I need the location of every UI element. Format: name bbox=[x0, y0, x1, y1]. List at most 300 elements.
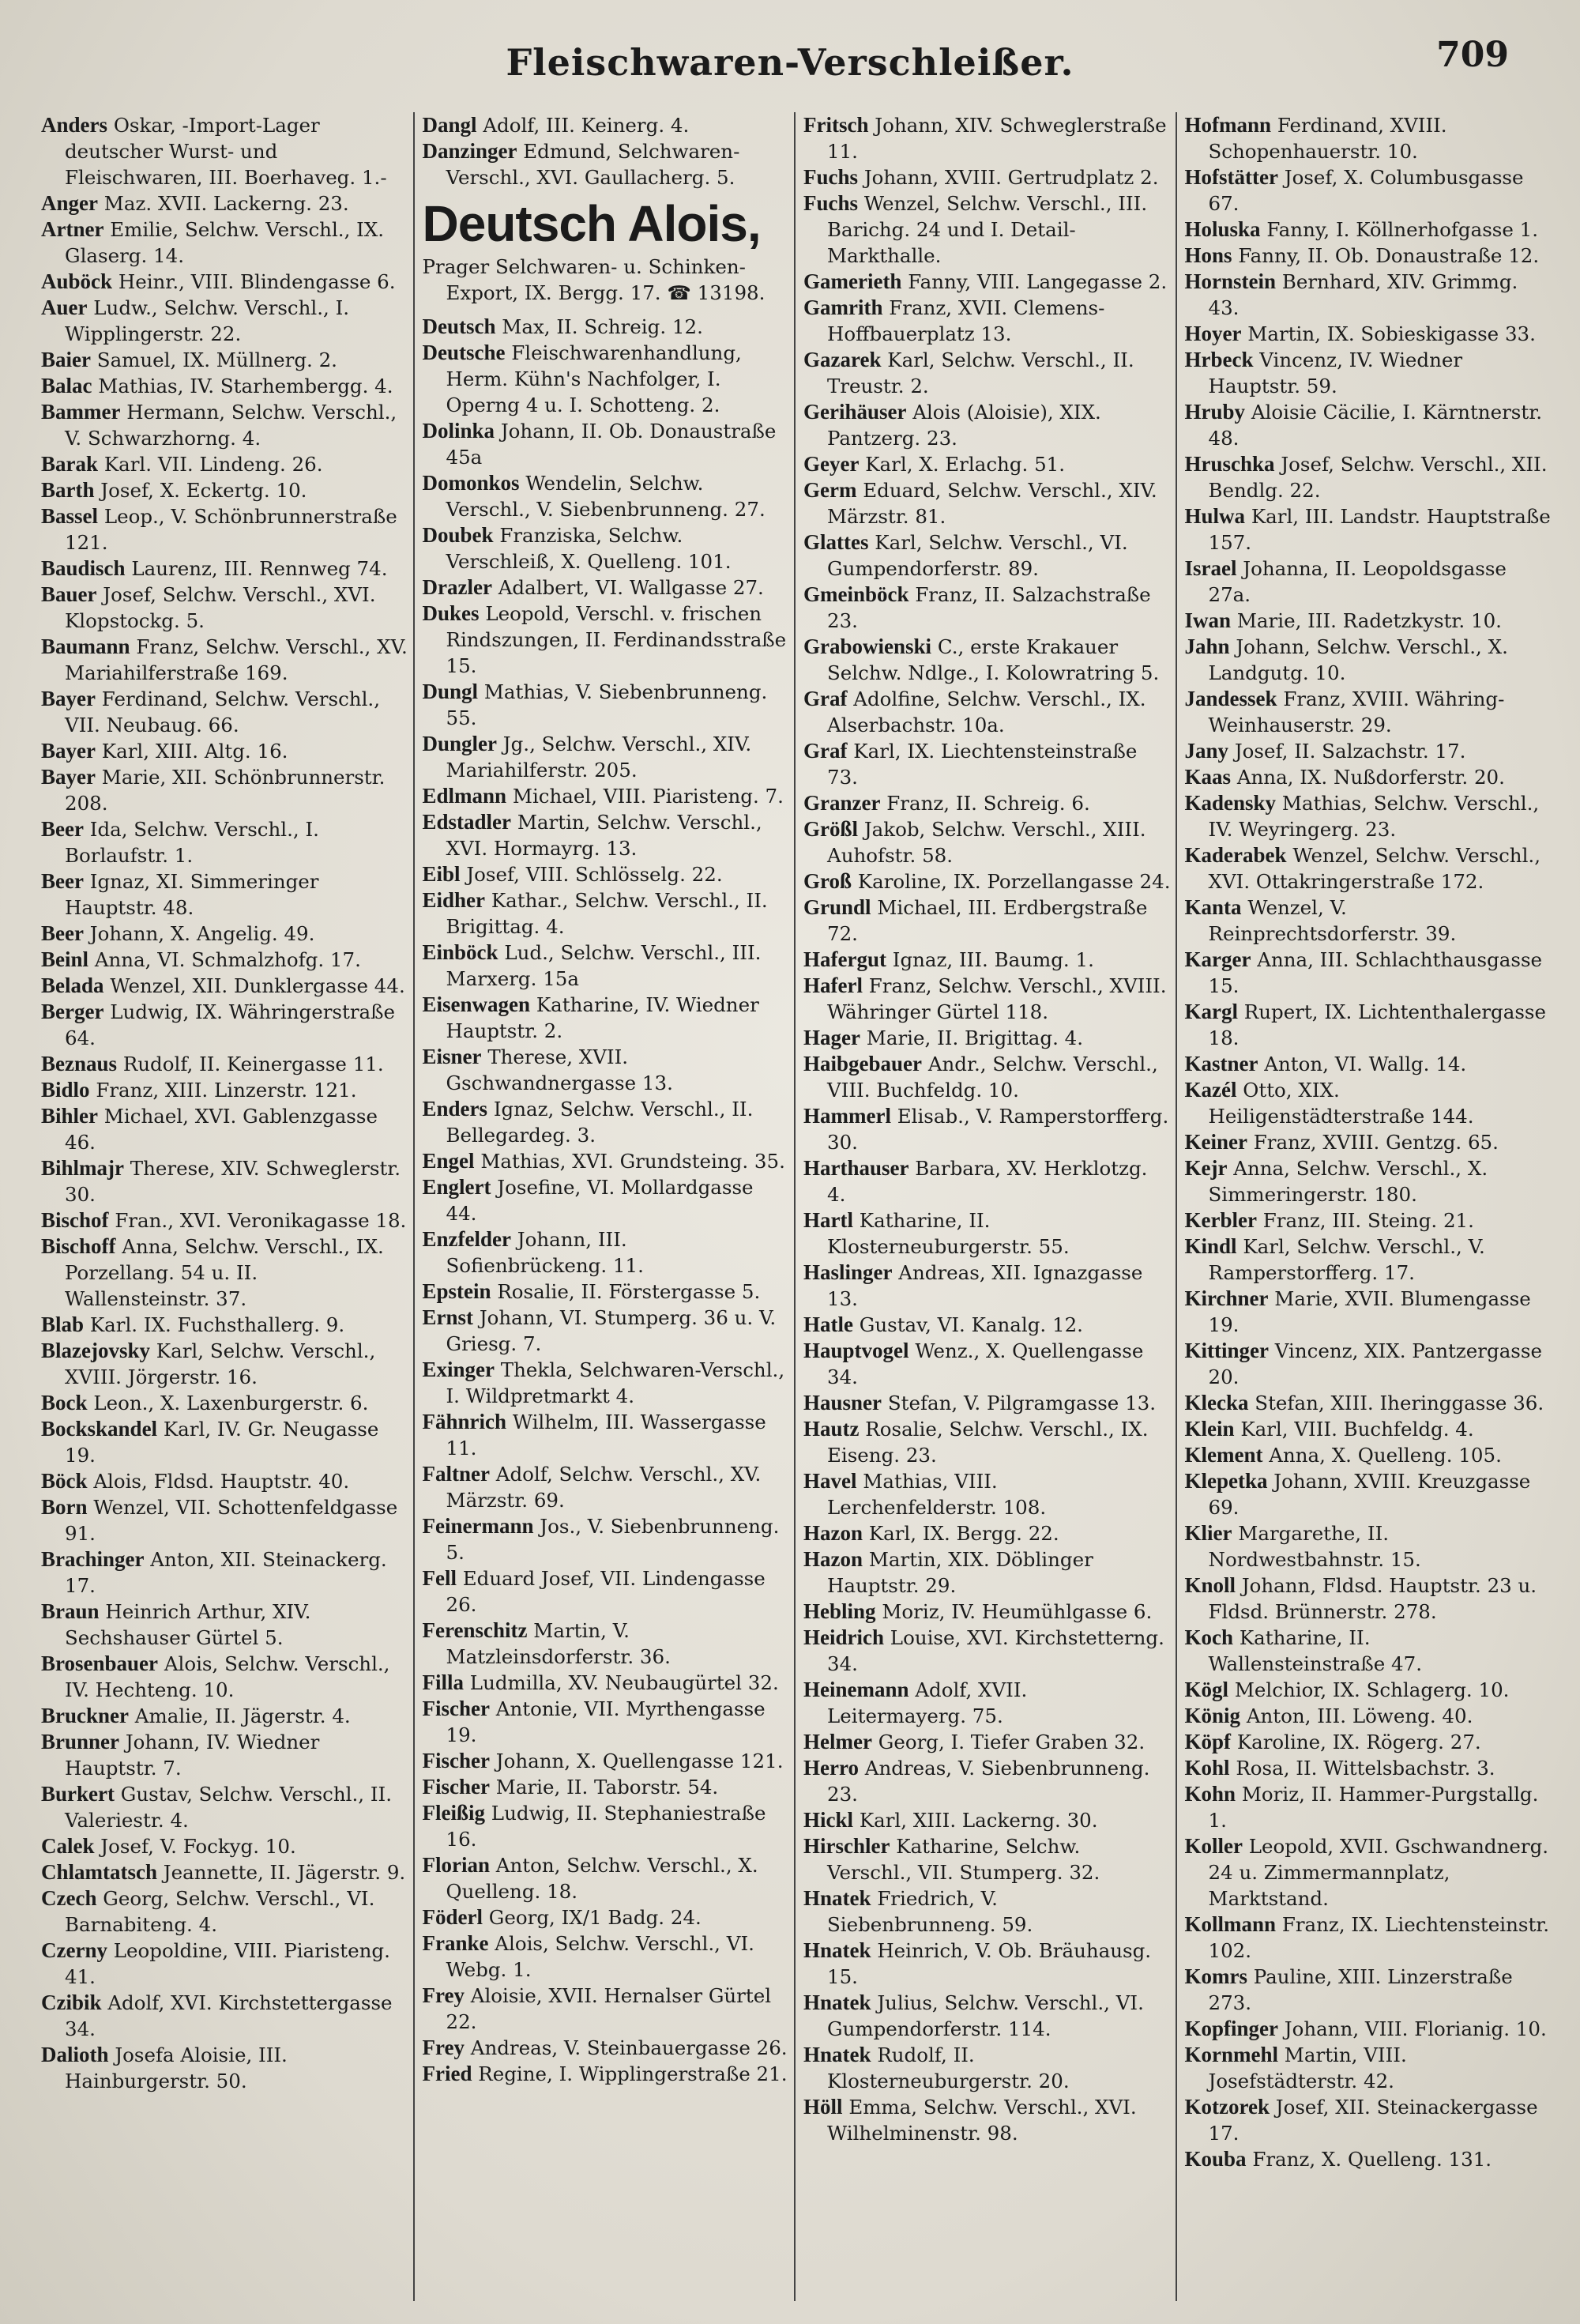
advertisement-name: Deutsch Alois, bbox=[422, 195, 761, 252]
entry-surname: Herro bbox=[803, 1756, 859, 1780]
entry-details: Rosalie, II. Förstergasse 5. bbox=[497, 1280, 761, 1303]
entry-surname: Heidrich bbox=[803, 1625, 884, 1649]
entry-surname: Hnatek bbox=[803, 1991, 871, 2014]
entry-surname: Belada bbox=[41, 974, 104, 997]
entry-details: Fanny, VIII. Langegasse 2. bbox=[908, 270, 1168, 293]
entry-details: Martin, VIII. Josefstädterstr. 42. bbox=[1208, 2043, 1407, 2092]
entry-details: C., erste Krakauer Selchw. Ndlge., I. Kolowratring 5. bbox=[827, 635, 1160, 684]
entry-surname: Kaas bbox=[1184, 765, 1232, 789]
directory-entry bbox=[41, 295, 408, 347]
entry-surname: Hofstätter bbox=[1184, 165, 1278, 189]
entry-surname: Fähnrich bbox=[422, 1410, 507, 1433]
entry-surname: Danzinger bbox=[422, 139, 517, 163]
entry-details: Franz, XVIII. Währing-Weinhauserstr. 29. bbox=[1208, 687, 1505, 736]
directory-columns bbox=[33, 112, 1556, 2301]
entry-details: Eduard Josef, VII. Lindengasse 26. bbox=[446, 1567, 766, 1616]
entry-surname: Beznaus bbox=[41, 1052, 118, 1075]
entry-surname: Holuska bbox=[1184, 217, 1261, 241]
directory-entry bbox=[1185, 451, 1552, 503]
directory-entry bbox=[423, 992, 790, 1044]
directory-entry bbox=[803, 451, 1171, 477]
entry-details: Wenzel, XII. Dunklergasse 44. bbox=[110, 974, 405, 997]
entry-details: Antonie, VII. Myrthengasse 19. bbox=[446, 1697, 766, 1746]
directory-entry bbox=[1185, 1207, 1552, 1234]
entry-surname: Frey bbox=[422, 2036, 465, 2059]
directory-entry bbox=[1185, 243, 1552, 269]
directory-entry bbox=[423, 314, 790, 340]
entry-details: Martin, IX. Sobieskigasse 33. bbox=[1247, 322, 1536, 345]
directory-entry bbox=[803, 1416, 1171, 1468]
entry-surname: Kittinger bbox=[1184, 1339, 1269, 1362]
directory-entry bbox=[41, 1390, 408, 1416]
directory-entry bbox=[803, 347, 1171, 399]
directory-entry bbox=[803, 1755, 1171, 1807]
entry-surname: Klier bbox=[1184, 1521, 1232, 1545]
directory-entry bbox=[1185, 1077, 1552, 1129]
entry-details: Samuel, IX. Müllnerg. 2. bbox=[96, 348, 337, 371]
entry-details: Georg, Selchw. Verschl., VI. Barnabiteng. 4. bbox=[65, 1887, 375, 1936]
entry-details: Ignaz, III. Baumg. 1. bbox=[892, 948, 1094, 971]
directory-entry bbox=[1185, 1390, 1552, 1416]
entry-details: Rupert, IX. Lichtenthalergasse 18. bbox=[1208, 1000, 1546, 1049]
directory-entry bbox=[1185, 1625, 1552, 1677]
entry-surname: Hnatek bbox=[803, 1938, 871, 1962]
entry-surname: Bayer bbox=[41, 739, 96, 763]
entry-surname: Kargl bbox=[1184, 1000, 1238, 1023]
directory-entry bbox=[41, 582, 408, 634]
entry-details: Rudolf, II. Keinergasse 11. bbox=[122, 1053, 384, 1075]
entry-surname: Epstein bbox=[422, 1279, 491, 1303]
entry-surname: Größl bbox=[803, 817, 859, 841]
entry-details: Max, II. Schreig. 12. bbox=[502, 315, 703, 338]
entry-surname: Jandessek bbox=[1184, 687, 1277, 710]
entry-details: Johann, XVIII. Gertrudplatz 2. bbox=[863, 166, 1159, 189]
directory-entry bbox=[1185, 2016, 1552, 2042]
entry-surname: Helmer bbox=[803, 1730, 872, 1753]
entry-surname: Hautz bbox=[803, 1417, 860, 1441]
entry-details: Anna, Selchw. Verschl., X. Simmeringerstr. 180. bbox=[1208, 1157, 1488, 1206]
entry-surname: Barak bbox=[41, 452, 99, 476]
directory-entry bbox=[423, 809, 790, 861]
entry-details: Wenz., X. Quellengasse 34. bbox=[827, 1339, 1144, 1388]
entry-surname: Kerbler bbox=[1184, 1208, 1257, 1232]
entry-surname: Eisenwagen bbox=[422, 993, 531, 1016]
entry-surname: Kornmehl bbox=[1184, 2043, 1278, 2066]
directory-entry bbox=[41, 112, 408, 190]
entry-details: Anna, IX. Nußdorferstr. 20. bbox=[1236, 766, 1505, 789]
entry-details: Johann, XIV. Schweglerstraße 11. bbox=[827, 114, 1167, 163]
entry-details: Martin, XIX. Döblinger Hauptstr. 29. bbox=[827, 1548, 1093, 1597]
entry-details: Katharine, Selchw. Verschl., VII. Stumperg. 32. bbox=[827, 1835, 1100, 1884]
directory-entry bbox=[41, 217, 408, 269]
directory-entry bbox=[1185, 764, 1552, 790]
directory-entry bbox=[803, 190, 1171, 269]
directory-entry bbox=[423, 1096, 790, 1148]
directory-entry bbox=[1185, 1442, 1552, 1468]
entry-surname: Hrbeck bbox=[1184, 348, 1254, 371]
entry-details: Therese, XVII. Gschwandnergasse 13. bbox=[446, 1045, 673, 1094]
entry-details: Josef, VIII. Schlösselg. 22. bbox=[466, 863, 723, 886]
directory-entry bbox=[1185, 1468, 1552, 1520]
directory-entry bbox=[423, 1565, 790, 1618]
directory-entry bbox=[1185, 1234, 1552, 1286]
directory-entry bbox=[1185, 556, 1552, 608]
entry-details: Vincenz, XIX. Pantzergasse 20. bbox=[1208, 1339, 1542, 1388]
directory-entry bbox=[41, 1468, 408, 1494]
directory-entry bbox=[803, 895, 1171, 947]
entry-details: Julius, Selchw. Verschl., VI. Gumpendorferstr. 114. bbox=[827, 1991, 1144, 2040]
directory-entry bbox=[1185, 269, 1552, 321]
entry-details: Marie, II. Taborstr. 54. bbox=[495, 1776, 719, 1799]
entry-details: Franz, XVII. Clemens-Hoffbauerplatz 13. bbox=[827, 296, 1105, 345]
entry-details: Jos., V. Siebenbrunneng. 5. bbox=[446, 1515, 780, 1564]
entry-details: Michael, XVI. Gablenzgasse 46. bbox=[65, 1105, 378, 1154]
entry-details: Wenzel, V. Reinprechtsdorferstr. 39. bbox=[1208, 896, 1457, 945]
directory-entry bbox=[423, 1174, 790, 1226]
directory-entry bbox=[1185, 947, 1552, 999]
entry-surname: Hausner bbox=[803, 1391, 882, 1414]
entry-surname: Brosenbauer bbox=[41, 1652, 159, 1675]
entry-details: Marie, II. Brigittag. 4. bbox=[866, 1026, 1084, 1049]
directory-entry bbox=[41, 1651, 408, 1703]
entry-details: Marie, XII. Schönbrunnerstr. 208. bbox=[65, 766, 386, 815]
entry-surname: Faltner bbox=[422, 1462, 490, 1486]
entry-surname: Dolinka bbox=[422, 419, 495, 443]
entry-surname: Dalioth bbox=[41, 2043, 109, 2066]
entry-details: Karl, XIII. Lackerng. 30. bbox=[859, 1809, 1098, 1832]
directory-entry bbox=[1185, 112, 1552, 164]
entry-surname: Baumann bbox=[41, 635, 130, 658]
directory-entry bbox=[423, 1800, 790, 1852]
entry-details: Moriz, II. Hammer-Purgstallg. 1. bbox=[1208, 1783, 1539, 1832]
entry-surname: Beer bbox=[41, 869, 84, 893]
entry-details: Mathias, XVI. Grundsteing. 35. bbox=[480, 1150, 785, 1173]
directory-entry bbox=[1185, 1129, 1552, 1155]
entry-details: Ludmilla, XV. Neubaugürtel 32. bbox=[469, 1671, 779, 1694]
entry-surname: Eibl bbox=[422, 862, 461, 886]
directory-entry bbox=[41, 947, 408, 973]
entry-details: Ludwig, IX. Währingerstraße 64. bbox=[65, 1000, 396, 1049]
entry-details: Georg, IX/1 Badg. 24. bbox=[488, 1906, 702, 1929]
entry-surname: Bruckner bbox=[41, 1704, 129, 1727]
entry-surname: Born bbox=[41, 1495, 88, 1519]
entry-details: Anton, VI. Wallg. 14. bbox=[1264, 1053, 1467, 1075]
directory-entry bbox=[41, 1938, 408, 1990]
directory-entry bbox=[1185, 1964, 1552, 2016]
entry-details: Ferdinand, Selchw. Verschl., VII. Neubaug. 66. bbox=[65, 687, 380, 736]
entry-surname: Exinger bbox=[422, 1358, 495, 1381]
entry-surname: Gerihäuser bbox=[803, 400, 907, 424]
entry-details: Leopold, Verschl. v. frischen Rindszungen, II. Ferdinandsstraße 15. bbox=[446, 602, 787, 677]
entry-details: Franz, XVIII. Gentzg. 65. bbox=[1253, 1131, 1499, 1154]
entry-surname: Chlamtatsch bbox=[41, 1860, 157, 1884]
entry-details: Katharine, IV. Wiedner Hauptstr. 2. bbox=[446, 993, 759, 1042]
directory-entry bbox=[803, 1885, 1171, 1938]
entry-surname: Ferenschitz bbox=[422, 1618, 528, 1642]
entry-surname: Artner bbox=[41, 217, 104, 241]
directory-entry bbox=[423, 1852, 790, 1904]
entry-surname: Enzfelder bbox=[422, 1227, 511, 1251]
entry-details: Anton, Selchw. Verschl., X. Quelleng. 18. bbox=[446, 1854, 758, 1903]
entry-surname: Bammer bbox=[41, 400, 121, 424]
entry-details: Ludw., Selchw. Verschl., I. Wipplingerstr. 22. bbox=[65, 296, 350, 345]
entry-surname: Engel bbox=[422, 1149, 475, 1173]
directory-entry bbox=[41, 556, 408, 582]
directory-entry bbox=[803, 112, 1171, 164]
entry-details: Johann, II. Ob. Donaustraße 45a bbox=[446, 420, 777, 469]
entry-surname: Bassel bbox=[41, 504, 99, 528]
directory-entry bbox=[41, 1859, 408, 1885]
entry-details: Louise, XVI. Kirchstetterng. 34. bbox=[827, 1626, 1164, 1675]
entry-surname: Burkert bbox=[41, 1782, 115, 1806]
entry-surname: Barth bbox=[41, 478, 95, 502]
entry-details: Eduard, Selchw. Verschl., XIV. Märzstr. 81. bbox=[827, 479, 1157, 528]
entry-surname: Braun bbox=[41, 1599, 100, 1623]
directory-entry bbox=[1185, 1703, 1552, 1729]
directory-entry bbox=[41, 451, 408, 477]
directory-entry bbox=[803, 1807, 1171, 1833]
entry-surname: Auböck bbox=[41, 269, 113, 293]
directory-entry bbox=[803, 582, 1171, 634]
directory-entry bbox=[803, 1390, 1171, 1416]
entry-surname: Bidlo bbox=[41, 1078, 90, 1102]
entry-details: Oskar, -Import-Lager deutscher Wurst- und Fleischwaren, III. Boerhaveg. 1.- bbox=[65, 114, 387, 189]
entry-surname: Auer bbox=[41, 296, 88, 319]
entry-surname: Kaderabek bbox=[1184, 843, 1287, 867]
entry-details: Moriz, IV. Heumühlgasse 6. bbox=[882, 1600, 1153, 1623]
directory-entry bbox=[423, 731, 790, 783]
directory-entry bbox=[1185, 686, 1552, 738]
entry-details: Wilhelm, III. Wassergasse 11. bbox=[446, 1411, 766, 1460]
column-1 bbox=[33, 112, 413, 2301]
entry-surname: Anders bbox=[41, 113, 108, 137]
entry-surname: Drazler bbox=[422, 575, 492, 599]
entry-details: Leopold, XVII. Gschwandnerg. 24 u. Zimmermannplatz, Marktstand. bbox=[1208, 1835, 1549, 1910]
entry-surname: Brachinger bbox=[41, 1547, 145, 1571]
entry-surname: Höll bbox=[803, 2095, 843, 2119]
directory-entry bbox=[803, 1338, 1171, 1390]
entry-surname: Dangl bbox=[422, 113, 477, 137]
entry-details: Marie, III. Radetzkystr. 10. bbox=[1236, 609, 1502, 632]
entry-details: Johann, Fldsd. Hauptstr. 23 u. Fldsd. Brünnerstr. 278. bbox=[1208, 1574, 1537, 1623]
entry-surname: Eidher bbox=[422, 888, 486, 912]
entry-details: Karl, Selchw. Verschl., VI. Gumpendorferstr. 89. bbox=[827, 531, 1128, 580]
entry-details: Kathar., Selchw. Verschl., II. Brigittag. 4. bbox=[446, 889, 768, 938]
entry-surname: Englert bbox=[422, 1175, 491, 1199]
entry-surname: Granzer bbox=[803, 791, 881, 815]
directory-entry bbox=[41, 1416, 408, 1468]
entry-details: Wenzel, Selchw. Verschl., XVI. Ottakringerstraße 172. bbox=[1208, 844, 1540, 893]
directory-entry bbox=[803, 1260, 1171, 1312]
entry-surname: Fischer bbox=[422, 1749, 490, 1772]
entry-details: Pauline, XIII. Linzerstraße 273. bbox=[1208, 1965, 1513, 2014]
entry-surname: Grundl bbox=[803, 895, 871, 919]
entry-details: Johann, VI. Stumperg. 36 u. V. Griesg. 7. bbox=[446, 1306, 777, 1355]
entry-surname: Koller bbox=[1184, 1834, 1243, 1858]
entry-surname: Kirchner bbox=[1184, 1286, 1269, 1310]
entry-details: Johanna, II. Leopoldsgasse 27a. bbox=[1208, 557, 1507, 606]
directory-entry bbox=[423, 138, 790, 190]
directory-entry bbox=[1185, 2042, 1552, 2094]
entry-surname: Gamerieth bbox=[803, 269, 902, 293]
directory-entry bbox=[803, 947, 1171, 973]
directory-entry bbox=[803, 1520, 1171, 1546]
entry-details: Johann, X. Angelig. 49. bbox=[89, 922, 315, 945]
entry-details: Katharine, II. Klosterneuburgerstr. 55. bbox=[827, 1209, 1070, 1258]
entry-surname: Beer bbox=[41, 817, 84, 841]
entry-surname: Kopfinger bbox=[1184, 2017, 1278, 2040]
advertisement-deutsch-alois bbox=[423, 194, 790, 306]
entry-details: Anton, III. Löweng. 40. bbox=[1246, 1704, 1473, 1727]
entry-details: Franz, Selchw. Verschl., XV. Mariahilferstraße 169. bbox=[65, 635, 408, 684]
entry-surname: Kastner bbox=[1184, 1052, 1258, 1075]
entry-details: Rosa, II. Wittelsbachstr. 3. bbox=[1236, 1757, 1495, 1780]
entry-surname: Klement bbox=[1184, 1443, 1263, 1467]
directory-entry bbox=[803, 686, 1171, 738]
directory-entry bbox=[1185, 1912, 1552, 1964]
directory-entry bbox=[423, 112, 790, 138]
entry-details: Andr., Selchw. Verschl., VIII. Buchfeldg. 10. bbox=[827, 1053, 1158, 1102]
directory-entry bbox=[423, 1670, 790, 1696]
entry-details: Karl, XIII. Altg. 16. bbox=[101, 740, 288, 763]
entry-details: Karl, IX. Liechtensteinstraße 73. bbox=[827, 740, 1138, 789]
directory-entry bbox=[1185, 1781, 1552, 1833]
directory-entry bbox=[423, 940, 790, 992]
directory-entry bbox=[803, 164, 1171, 190]
directory-entry bbox=[423, 1226, 790, 1279]
entry-details: Laurenz, III. Rennweg 74. bbox=[131, 557, 388, 580]
entry-surname: Kögl bbox=[1184, 1678, 1229, 1701]
entry-details: Karoline, IX. Rögerg. 27. bbox=[1236, 1731, 1481, 1753]
directory-entry bbox=[41, 1729, 408, 1781]
entry-surname: Klein bbox=[1184, 1417, 1235, 1441]
entry-surname: Hoyer bbox=[1184, 322, 1242, 345]
entry-surname: Havel bbox=[803, 1469, 857, 1493]
directory-entry bbox=[803, 1207, 1171, 1260]
directory-entry bbox=[1185, 2094, 1552, 2146]
entry-details: Karl, IV. Gr. Neugasse 19. bbox=[65, 1418, 379, 1467]
entry-surname: Fischer bbox=[422, 1697, 490, 1720]
entry-details: Johann, VIII. Florianig. 10. bbox=[1284, 2017, 1547, 2040]
entry-surname: Doubek bbox=[422, 523, 494, 547]
directory-entry bbox=[41, 1077, 408, 1103]
entry-details: Wenzel, Selchw. Verschl., III. Barichg. 24 und I. Detail-Markthalle. bbox=[827, 192, 1148, 267]
directory-entry bbox=[803, 1677, 1171, 1729]
directory-entry bbox=[423, 1618, 790, 1670]
entry-surname: Blab bbox=[41, 1313, 85, 1336]
entry-details: Fanny, I. Köllnerhofgasse 1. bbox=[1266, 218, 1539, 241]
directory-entry bbox=[423, 1983, 790, 2035]
directory-entry bbox=[41, 1207, 408, 1234]
entry-details: Mathias, V. Siebenbrunneng. 55. bbox=[446, 680, 768, 729]
entry-details: Marie, XVII. Blumengasse 19. bbox=[1208, 1287, 1531, 1336]
entry-surname: Jahn bbox=[1184, 635, 1230, 658]
entry-details: Fran., XVI. Veronikagasse 18. bbox=[115, 1209, 407, 1232]
entry-details: Gustav, Selchw. Verschl., II. Valeriestr. 4. bbox=[65, 1783, 392, 1832]
directory-entry bbox=[423, 887, 790, 940]
directory-entry bbox=[41, 764, 408, 816]
entry-details: Lud., Selchw. Verschl., III. Marxerg. 15a bbox=[446, 941, 762, 990]
entry-details: Johann, XVIII. Kreuzgasse 69. bbox=[1208, 1470, 1531, 1519]
directory-entry bbox=[803, 1729, 1171, 1755]
directory-entry bbox=[803, 1155, 1171, 1207]
directory-entry bbox=[423, 470, 790, 522]
entry-surname: Israel bbox=[1184, 556, 1237, 580]
entry-surname: Anger bbox=[41, 191, 98, 215]
entry-details: Anton, XII. Steinackerg. 17. bbox=[65, 1548, 387, 1597]
directory-entry bbox=[41, 347, 408, 373]
entry-surname: Ernst bbox=[422, 1305, 474, 1329]
directory-entry bbox=[423, 1148, 790, 1174]
entry-surname: Czerny bbox=[41, 1938, 107, 1962]
entry-details: Johann, IV. Wiedner Hauptstr. 7. bbox=[65, 1731, 320, 1780]
entry-surname: Edlmann bbox=[422, 784, 507, 808]
entry-details: Rudolf, II. Klosterneuburgerstr. 20. bbox=[827, 2043, 1070, 2092]
directory-entry bbox=[803, 1546, 1171, 1599]
entry-details: Mathias, IV. Starhembergg. 4. bbox=[98, 375, 393, 397]
entry-surname: Hammerl bbox=[803, 1104, 891, 1128]
entry-surname: Czech bbox=[41, 1886, 97, 1910]
entry-details: Adolf, XVI. Kirchstettergasse 34. bbox=[65, 1991, 393, 2040]
directory-entry bbox=[803, 790, 1171, 816]
entry-details: Melchior, IX. Schlagerg. 10. bbox=[1234, 1678, 1510, 1701]
entry-details: Karl, Selchw. Verschl., II. Treustr. 2. bbox=[827, 348, 1134, 397]
entry-surname: Gmeinböck bbox=[803, 582, 909, 606]
entry-details: Anna, X. Quelleng. 105. bbox=[1269, 1444, 1502, 1467]
entry-surname: Harthauser bbox=[803, 1156, 909, 1180]
entry-details: Amalie, II. Jägerstr. 4. bbox=[134, 1704, 351, 1727]
directory-entry bbox=[423, 1044, 790, 1096]
directory-entry bbox=[803, 1990, 1171, 2042]
column-2 bbox=[413, 112, 795, 2301]
directory-entry bbox=[803, 269, 1171, 295]
entry-details: Josef, XII. Steinackergasse 17. bbox=[1208, 2096, 1538, 2145]
entry-details: Ludwig, II. Stephaniestraße 16. bbox=[446, 1802, 766, 1851]
entry-surname: Bihlmajr bbox=[41, 1156, 124, 1180]
entry-details: Jg., Selchw. Verschl., XIV. Mariahilferstr. 205. bbox=[446, 733, 752, 782]
directory-entry bbox=[1185, 1155, 1552, 1207]
entry-surname: Keiner bbox=[1184, 1130, 1247, 1154]
directory-entry bbox=[423, 601, 790, 679]
entry-details: Rosalie, Selchw. Verschl., IX. Eiseng. 23. bbox=[827, 1418, 1149, 1467]
entry-surname: Iwan bbox=[1184, 608, 1232, 632]
entry-details: Otto, XIX. Heiligenstädterstraße 144. bbox=[1208, 1079, 1474, 1128]
entry-details: Adolf, Selchw. Verschl., XV. Märzstr. 69. bbox=[446, 1463, 762, 1512]
directory-entry bbox=[41, 1990, 408, 2042]
directory-entry bbox=[803, 1103, 1171, 1155]
directory-entry bbox=[41, 973, 408, 999]
entry-details: Josefine, VI. Mollardgasse 44. bbox=[446, 1176, 754, 1225]
directory-entry bbox=[41, 738, 408, 764]
directory-entry bbox=[423, 1513, 790, 1565]
entry-details: Heinrich Arthur, XIV. Sechshauser Gürtel 5. bbox=[65, 1600, 311, 1649]
directory-entry bbox=[41, 1312, 408, 1338]
page-header bbox=[0, 24, 1580, 111]
entry-surname: Filla bbox=[422, 1670, 464, 1694]
entry-surname: Frey bbox=[422, 1983, 465, 2007]
entry-details: Vincenz, IV. Wiedner Hauptstr. 59. bbox=[1208, 348, 1463, 397]
entry-details: Mathias, VIII. Lerchenfelderstr. 108. bbox=[827, 1470, 1047, 1519]
entry-details: Therese, XIV. Schweglerstr. 30. bbox=[65, 1157, 401, 1206]
directory-entry bbox=[41, 1494, 408, 1546]
directory-entry bbox=[41, 1703, 408, 1729]
directory-entry bbox=[423, 1774, 790, 1800]
entry-surname: Kindl bbox=[1184, 1234, 1237, 1258]
entry-surname: Karger bbox=[1184, 947, 1251, 971]
entry-surname: Kohn bbox=[1184, 1782, 1236, 1806]
entry-surname: Hruby bbox=[1184, 400, 1246, 424]
directory-entry bbox=[41, 1599, 408, 1651]
